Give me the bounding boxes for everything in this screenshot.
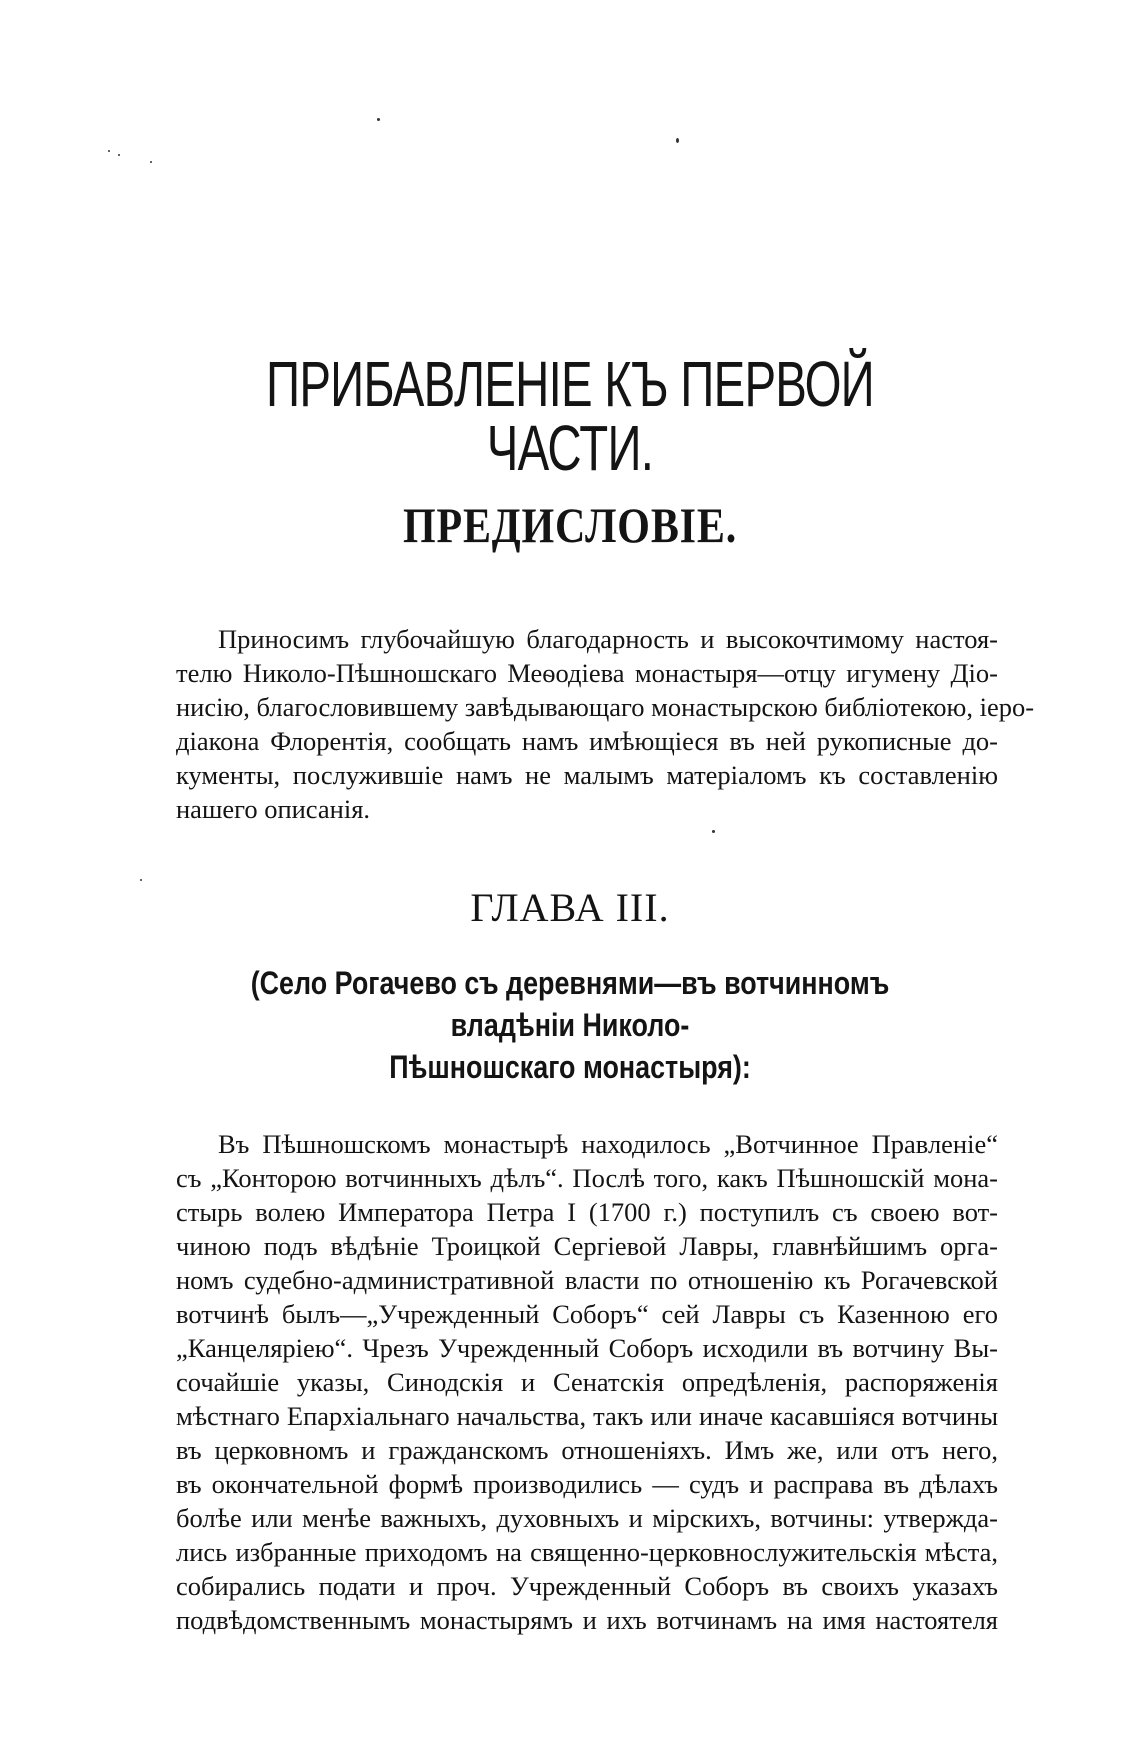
body-paragraph <box>176 1127 998 1637</box>
text-line: съ „Конторою вотчинныхъ дѣлъ“. Послѣ того, какъ Пѣшношскій мона- <box>176 1163 998 1193</box>
preface-paragraph <box>176 622 1035 826</box>
text-line: лись избранные приходомъ на священно-церковнослужительскія мѣста, <box>176 1537 998 1567</box>
scan-speck <box>377 118 380 121</box>
page-title: ПРИБАВЛЕНІЕ КЪ ПЕРВОЙ ЧАСТИ. <box>266 348 874 484</box>
text-line: въ церковномъ и гражданскомъ отношеніяхъ. Имъ же, или отъ него, <box>176 1435 998 1465</box>
scan-speck <box>108 150 110 152</box>
text-line: сочайшіе указы, Синодскія и Сенатскія опредѣленія, распоряженія <box>176 1367 998 1397</box>
chapter-heading: ГЛАВА III. <box>470 885 670 930</box>
scan-speck <box>712 830 715 833</box>
text-line: телю Николо-Пѣшношскаго Меѳодіева монастыря—отцу игумену Діо- <box>176 658 998 688</box>
scan-speck <box>118 154 120 156</box>
text-line: нашего описанія. <box>176 794 371 824</box>
text-line: кументы, послужившіе намъ не малымъ матеріаломъ къ составленію <box>176 760 998 790</box>
text-line: мѣстнаго Епархіальнаго начальства, такъ или иначе касавшіяся вотчины <box>176 1401 998 1431</box>
text-line: чиною подъ вѣдѣніе Троицкой Сергіевой Лавры, главнѣйшимъ орга- <box>176 1231 998 1261</box>
preface-heading: ПРЕДИСЛОВІЕ. <box>402 497 738 553</box>
scan-speck <box>140 879 142 881</box>
text-line: болѣе или менѣе важныхъ, духовныхъ и мірскихъ, вотчины: утвержда- <box>176 1503 998 1533</box>
text-line: Приносимъ глубочайшую благодарность и высокочтимому настоя- <box>218 624 998 654</box>
text-line: Въ Пѣшношскомъ монастырѣ находилось „Вотчинное Правленіе“ <box>218 1129 998 1159</box>
text-line: стырь волею Императора Петра I (1700 г.) поступилъ съ своею вот- <box>176 1197 998 1227</box>
text-line: „Канцеляріею“. Чрезъ Учрежденный Соборъ исходили въ вотчину Вы- <box>176 1333 998 1363</box>
scan-speck <box>150 161 152 163</box>
subtitle-line: Пѣшношскаго монастыря): <box>389 1049 751 1085</box>
text-line: въ окончательной формѣ производились — судъ и расправа въ дѣлахъ <box>176 1469 998 1499</box>
chapter-subtitle <box>140 962 1000 1088</box>
text-line: нисію, благословившему завѣдывающаго монастырскою библіотекою, іеро- <box>176 692 1035 722</box>
text-line: вотчинѣ былъ—„Учрежденный Соборъ“ сей Лавры съ Казенною его <box>176 1299 998 1329</box>
scan-speck <box>676 138 679 143</box>
text-line: номъ судебно-административной власти по отношенію къ Рогачевской <box>176 1265 998 1295</box>
text-line: собирались подати и проч. Учрежденный Соборъ въ своихъ указахъ <box>176 1571 998 1601</box>
text-line: подвѣдомственнымъ монастырямъ и ихъ вотчинамъ на имя настоятеля <box>176 1605 998 1635</box>
text-line: діакона Флорентія, сообщать намъ имѣющіеся въ ней рукописные до- <box>176 726 998 756</box>
subtitle-line: (Село Рогачево съ деревнями—въ вотчинномъ владѣніи Николо- <box>250 965 890 1043</box>
